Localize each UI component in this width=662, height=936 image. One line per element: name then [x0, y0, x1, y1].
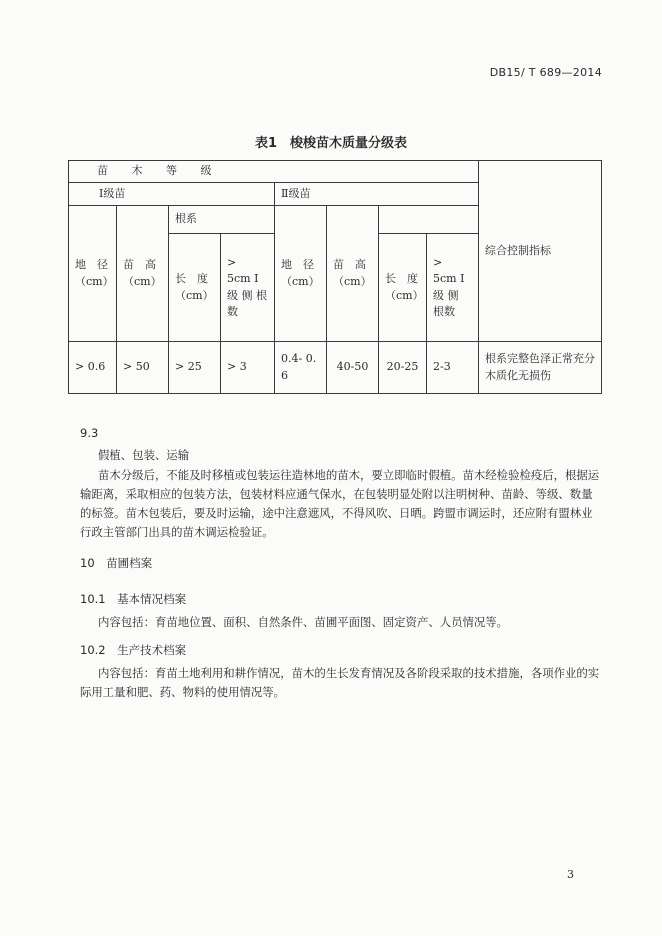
grade1-header: Ⅰ级苗 [69, 183, 275, 206]
g2-root-count-header: > 5cm Ⅰ 级 侧 根数 [427, 234, 479, 342]
g1-count-value: > 3 [221, 342, 275, 394]
table-caption: 表1 梭梭苗木质量分级表 [254, 136, 408, 151]
root-count-header: > 5cm Ⅰ 级 侧 根数 [221, 234, 275, 342]
section-9-3-number: 9.3 [80, 426, 99, 440]
control-index-value: 根系完整色泽正常充分木质化无损伤 [479, 342, 602, 394]
section-10-1-body: 内容包括：育苗地位置、面积、自然条件、苗圃平面图、固定资产、人员情况等。 [98, 615, 509, 629]
control-index-header: 综合控制指标 [479, 161, 602, 342]
section-10-1-title: 10.1 基本情况档案 [80, 592, 187, 606]
page-number: 3 [567, 868, 574, 881]
g2-diameter-header: 地 径（cm） [275, 206, 327, 342]
g2-root-length-header: 长 度（cm） [379, 234, 427, 342]
g1-length-value: > 25 [169, 342, 221, 394]
diameter-header: 地 径（cm） [69, 206, 117, 342]
g2-count-value: 2-3 [427, 342, 479, 394]
standard-number: DB15/ T 689—2014 [489, 66, 602, 79]
section-9-3-body: 苗木分级后，不能及时移植或包装运往造林地的苗木，要立即临时假植。苗木经检验检疫后，根据运输距离，采取相应的包装方法，包装材料应通气保水，在包装明显处附以注明树种、苗龄、等级、数量的标签。苗木包装后，要及时运输，途中注意遮风，不得风吹、日晒。跨盟市调运时，还应附有盟林业行政主管部门出具的苗木调运检验证。 [80, 468, 600, 539]
g2-diameter-value: 0.4- 0. 6 [275, 342, 327, 394]
g1-height-value: > 50 [117, 342, 169, 394]
g2-length-value: 20-25 [379, 342, 427, 394]
section-10-2-title: 10.2 生产技术档案 [80, 643, 187, 657]
grade-header: 苗 木 等 级 [69, 161, 479, 183]
g2-height-value: 40-50 [327, 342, 379, 394]
section-9-3-title: 假植、包装、运输 [98, 448, 190, 462]
g2-height-header: 苗 高（cm） [327, 206, 379, 342]
root-system-header: 根系 [169, 206, 275, 234]
height-header: 苗 高（cm） [117, 206, 169, 342]
grade2-header: Ⅱ级苗 [275, 183, 479, 206]
section-10-title: 10 苗圃档案 [80, 556, 153, 570]
root-length-header: 长 度（cm） [169, 234, 221, 342]
g1-diameter-value: > 0.6 [69, 342, 117, 394]
g2-root-header [379, 206, 479, 234]
quality-grade-table [68, 160, 602, 394]
section-10-2-body: 内容包括：育苗土地利用和耕作情况，苗木的生长发育情况及各阶段采取的技术措施，各项作业的实际用工量和肥、药、物料的使用情况等。 [80, 666, 600, 699]
